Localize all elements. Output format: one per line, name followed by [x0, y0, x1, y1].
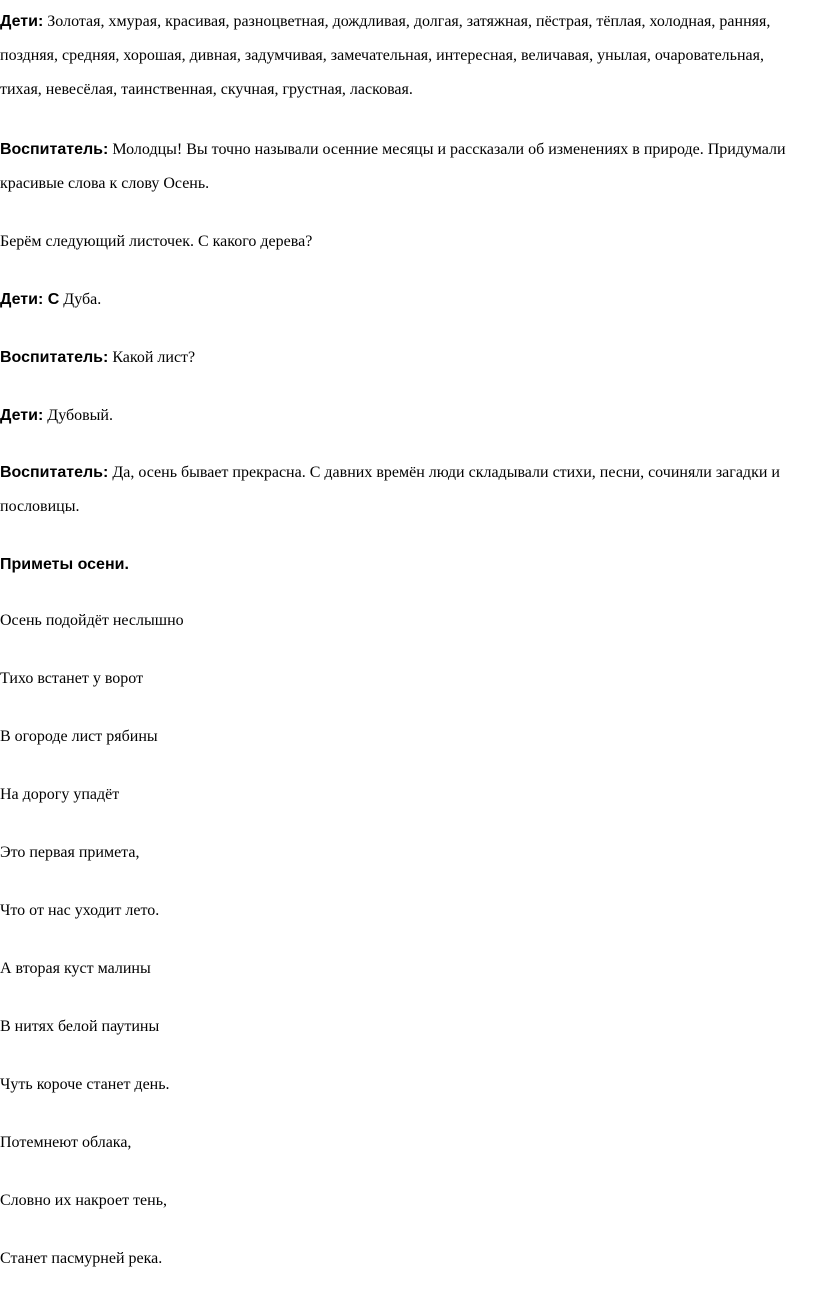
poem-line: В огороде лист рябины — [0, 728, 158, 745]
dialogue-text: Да, осень бывает прекрасна. С давних времён люди складывали стихи, песни, сочиняли загадки и пословицы. — [0, 464, 780, 515]
poem-line: Станет пасмурней река. — [0, 1250, 163, 1267]
section-heading: Приметы осени. — [0, 556, 129, 573]
dialogue-paragraph-teacher-which-leaf — [0, 341, 800, 375]
poem-line: Словно их накроет тень, — [0, 1192, 168, 1209]
dialogue-text: Дубовый. — [47, 407, 113, 424]
poem-line: Потемнеют облака, — [0, 1134, 132, 1151]
dialogue-text: Какой лист? — [112, 349, 196, 366]
poem-line: А вторая куст малины — [0, 960, 151, 977]
speaker-label: Воспитатель: — [0, 349, 109, 366]
dialogue-paragraph-teacher-praise — [0, 133, 800, 201]
dialogue-text: Дуба. — [63, 291, 102, 308]
poem-line: Осень подойдёт неслышно — [0, 612, 184, 629]
speaker-label: Воспитатель: — [0, 464, 109, 481]
dialogue-paragraph-children-oak — [0, 283, 800, 317]
poem-line: В нитях белой паутины — [0, 1018, 160, 1035]
poem-line: Что от нас уходит лето. — [0, 902, 160, 919]
poem-line: Это первая примета, — [0, 844, 140, 861]
speaker-label: Воспитатель: — [0, 141, 109, 158]
speaker-label: Дети: — [0, 13, 44, 30]
poem-line: Чуть короче станет день. — [0, 1076, 170, 1093]
speaker-label: Дети: — [0, 407, 44, 424]
dialogue-text: Берём следующий листочек. С какого дерева? — [0, 233, 313, 250]
dialogue-text: Молодцы! Вы точно называли осенние месяцы и рассказали об изменениях в природе. Придумали красивые слова к слову Осень. — [0, 141, 786, 192]
dialogue-paragraph-teacher-autumn-beautiful — [0, 456, 800, 524]
dialogue-paragraph-next-leaf — [0, 225, 800, 259]
poem-line: На дорогу упадёт — [0, 786, 120, 803]
poem-line: Тихо встанет у ворот — [0, 670, 144, 687]
speaker-label: Дети: С — [0, 291, 60, 308]
dialogue-paragraph-children-adjectives — [0, 5, 800, 107]
dialogue-text: Золотая, хмурая, красивая, разноцветная, дождливая, долгая, затяжная, пёстрая, тёплая, холодная, ранняя, поздняя, средняя, хорошая, дивная, задумчивая, замечательная, интересная, величавая, унылая, очаровательная, тихая, невесёлая, таинственная, скучная, грустная, ласковая. — [0, 13, 771, 98]
dialogue-paragraph-children-oak-leaf — [0, 399, 800, 433]
